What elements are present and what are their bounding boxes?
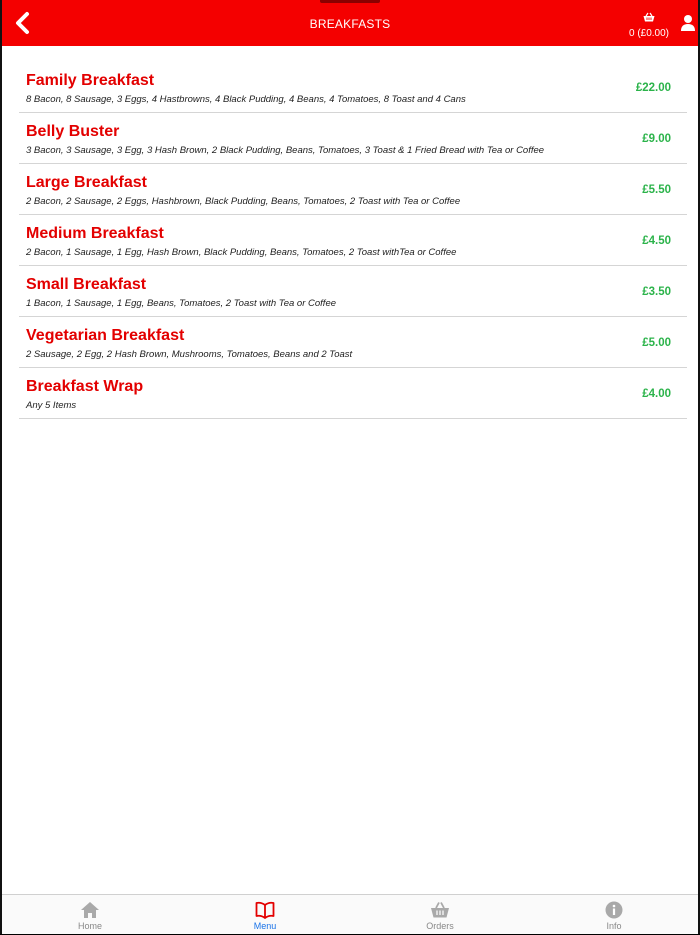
item-name: Medium Breakfast [26, 225, 164, 242]
basket-icon [643, 12, 655, 22]
tab-menu[interactable] [225, 895, 305, 935]
menu-item[interactable] [19, 266, 687, 317]
item-description: 2 Bacon, 1 Sausage, 1 Egg, Hash Brown, Black Pudding, Beans, Tomatoes, 2 Toast withTea or Coffee [26, 247, 457, 258]
item-description: 3 Bacon, 3 Sausage, 3 Egg, 3 Hash Brown, 2 Black Pudding, Beans, Tomatoes, 3 Toast & 1 Fried Bread with Tea or Coffee [26, 145, 545, 156]
menu-item[interactable] [19, 317, 687, 368]
item-name: Family Breakfast [26, 72, 155, 89]
item-price: £9.00 [642, 133, 671, 145]
tab-orders[interactable] [400, 895, 480, 935]
tab-label: Home [77, 921, 102, 931]
book-icon [255, 901, 275, 919]
status-notch [320, 0, 380, 3]
item-name: Breakfast Wrap [26, 378, 144, 395]
menu-item[interactable] [19, 113, 687, 164]
basket-icon [430, 901, 450, 919]
tab-label: Info [606, 921, 622, 931]
info-icon [604, 901, 624, 919]
tab-home[interactable] [50, 895, 130, 935]
item-price: £5.00 [642, 337, 671, 349]
basket-button[interactable] [624, 9, 674, 39]
item-price: £4.00 [642, 388, 671, 400]
page-title: BREAKFASTS [309, 17, 391, 31]
basket-amount: 0 (£0.00) [628, 28, 670, 39]
item-price: £3.50 [642, 286, 671, 298]
item-name: Vegetarian Breakfast [26, 327, 185, 344]
item-description: 8 Bacon, 8 Sausage, 3 Eggs, 4 Hastbrowns, 4 Black Pudding, 4 Beans, 4 Tomatoes, 8 Toast and 4 Cans [26, 94, 466, 105]
item-price: £4.50 [642, 235, 671, 247]
home-icon [80, 901, 100, 919]
item-price: £5.50 [642, 184, 671, 196]
tab-info[interactable] [574, 895, 654, 935]
user-button[interactable] [680, 14, 696, 32]
item-description: 2 Sausage, 2 Egg, 2 Hash Brown, Mushrooms, Tomatoes, Beans and 2 Toast [26, 349, 353, 360]
menu-item[interactable] [19, 215, 687, 266]
menu-list [19, 62, 687, 419]
user-icon [680, 14, 696, 32]
menu-item[interactable] [19, 62, 687, 113]
tab-label: Menu [253, 921, 277, 931]
item-name: Large Breakfast [26, 174, 147, 191]
bottom-tab-bar [2, 894, 698, 934]
item-description: 2 Bacon, 2 Sausage, 2 Eggs, Hashbrown, Black Pudding, Beans, Tomatoes, 2 Toast with Tea or Coffee [26, 196, 461, 207]
header-bar [2, 0, 698, 46]
item-description: Any 5 Items [26, 400, 77, 411]
item-name: Small Breakfast [26, 276, 147, 293]
menu-item[interactable] [19, 368, 687, 419]
item-description: 1 Bacon, 1 Sausage, 1 Egg, Beans, Tomatoes, 2 Toast with Tea or Coffee [26, 298, 337, 309]
tab-label: Orders [426, 921, 454, 931]
menu-item[interactable] [19, 164, 687, 215]
item-name: Belly Buster [26, 123, 120, 140]
item-price: £22.00 [635, 82, 671, 94]
